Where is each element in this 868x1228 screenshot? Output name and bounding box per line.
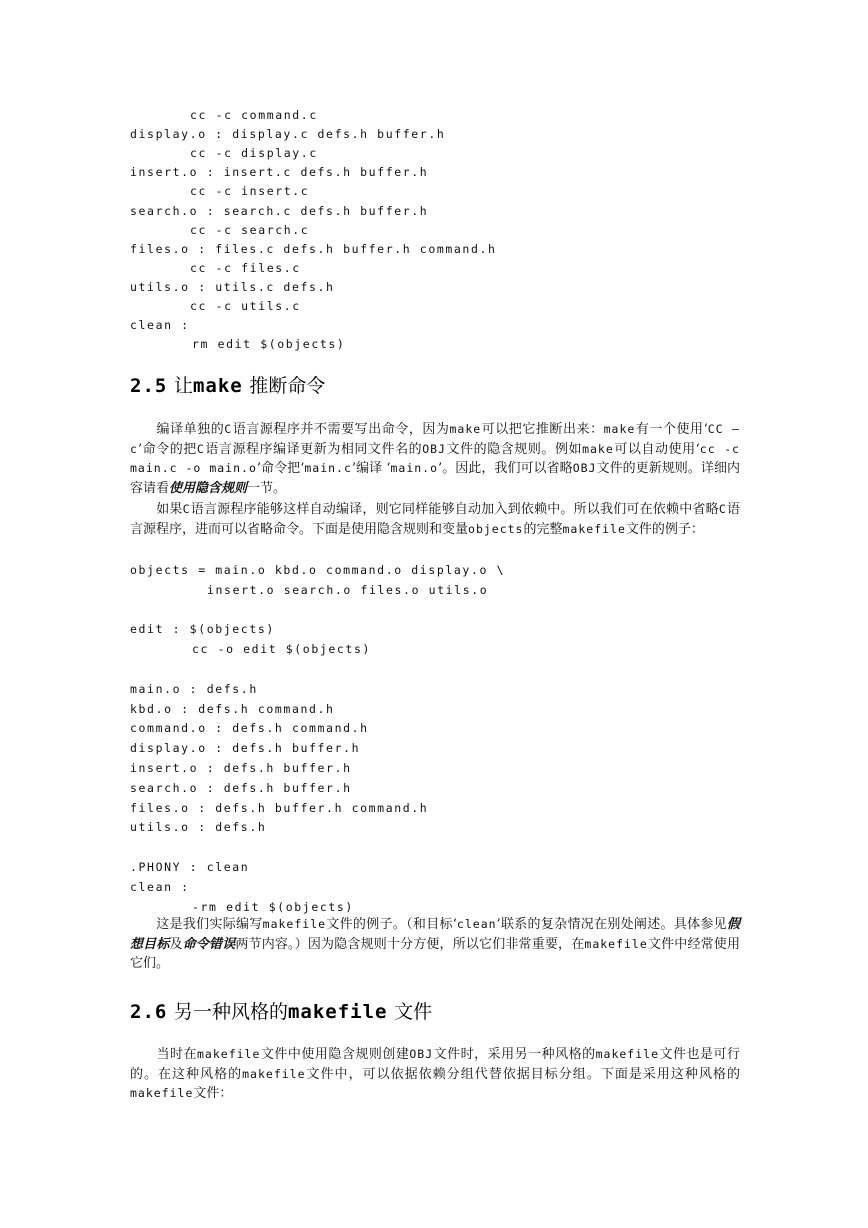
- code-line: main.o : defs.h: [130, 681, 258, 696]
- code-line: .PHONY : clean: [130, 860, 250, 874]
- section-heading-2-6: [130, 1000, 432, 1024]
- code-line: display.o : defs.h buffer.h: [130, 741, 361, 756]
- link-command-errors[interactable]: 命令错误: [182, 936, 236, 952]
- code-line: objects = main.o kbd.o command.o display.o \: [130, 563, 506, 577]
- section-heading-2-5: [130, 374, 325, 398]
- section-number: 2.5: [130, 375, 168, 397]
- paragraph-implicit-rules: 编译单独的C语言源程序并不需要写出命令，因为make可以把它推断出来：make有一个使用‘CC –c’命令的把C语言源程序编译更新为相同文件名的OBJ文件的隐含规则。例如make可以自动使用‘cc -c main.c -o main.o’命令把‘main.c’编译 ‘main.o’。因此，我们可以省略OBJ文件的更新规则。详细内容请看使用隐含规则一节。: [130, 422, 740, 496]
- code-line: rm edit $(objects): [192, 337, 346, 352]
- code-line: insert.o : insert.c defs.h buffer.h: [130, 165, 429, 180]
- code-line: clean :: [130, 879, 190, 894]
- section-number: 2.6: [130, 1001, 168, 1023]
- code-line: files.o : files.c defs.h buffer.h command.h: [130, 241, 497, 256]
- link-implicit-rules[interactable]: 使用隐含规则: [169, 480, 248, 496]
- paragraph-auto-dependencies: 如果C语言源程序能够这样自动编译，则它同样能够自动加入到依赖中。所以我们可在依赖中省略C语言源程序，进而可以省略命令。下面是使用隐含规则和变量objects的完整makefile文件的例子：: [130, 502, 740, 537]
- code-line: -rm edit $(objects): [192, 899, 354, 914]
- paragraph-example-note: 这是我们实际编写makefile文件的例子。（和目标‘clean’联系的复杂情况在别处阐述。具体参见假想目标及命令错误两节内容。）因为隐含规则十分方便，所以它们非常重要，在makefile文件中经常使用它们。: [130, 917, 740, 971]
- code-line: utils.o : defs.h: [130, 820, 267, 835]
- paragraph-alternate-style: 当时在makefile文件中使用隐含规则创建OBJ文件时，采用另一种风格的makefile文件也是可行的。在这种风格的makefile文件中，可以依据依赖分组代替依据目标分组。下面是采用这种风格的makefile文件：: [130, 1047, 740, 1101]
- section-title-post: 文件: [394, 1001, 433, 1023]
- section-title-post: 推断命令: [249, 375, 326, 397]
- code-line: kbd.o : defs.h command.h: [130, 701, 335, 716]
- code-line: cc -c display.c: [190, 146, 318, 161]
- section-title-pre: 另一种风格的: [173, 1001, 288, 1023]
- code-line: cc -c search.c: [190, 222, 310, 237]
- section-title-pre: 让: [173, 375, 193, 397]
- code-line: cc -o edit $(objects): [192, 642, 371, 657]
- code-line: search.o : search.c defs.h buffer.h: [130, 203, 429, 218]
- code-line: command.o : defs.h command.h: [130, 721, 369, 736]
- code-line: files.o : defs.h buffer.h command.h: [130, 800, 429, 815]
- code-line: utils.o : utils.c defs.h: [130, 279, 335, 294]
- code-line: edit : $(objects): [130, 622, 275, 637]
- code-line: search.o : defs.h buffer.h: [130, 780, 352, 795]
- section-title-mono: makefile: [287, 1001, 388, 1023]
- code-line: cc -c utils.c: [190, 299, 301, 313]
- code-line: insert.o search.o files.o utils.o: [207, 582, 489, 597]
- section-title-mono: make: [192, 375, 243, 397]
- code-line: cc -c files.c: [190, 260, 301, 275]
- code-line: display.o : display.c defs.h buffer.h: [130, 127, 446, 142]
- code-line: insert.o : defs.h buffer.h: [130, 761, 352, 775]
- code-line: clean :: [130, 318, 190, 333]
- code-line: cc -c command.c: [190, 108, 318, 122]
- link-phony-targets[interactable]: 假想目标: [130, 917, 740, 952]
- code-line: cc -c insert.c: [190, 184, 310, 199]
